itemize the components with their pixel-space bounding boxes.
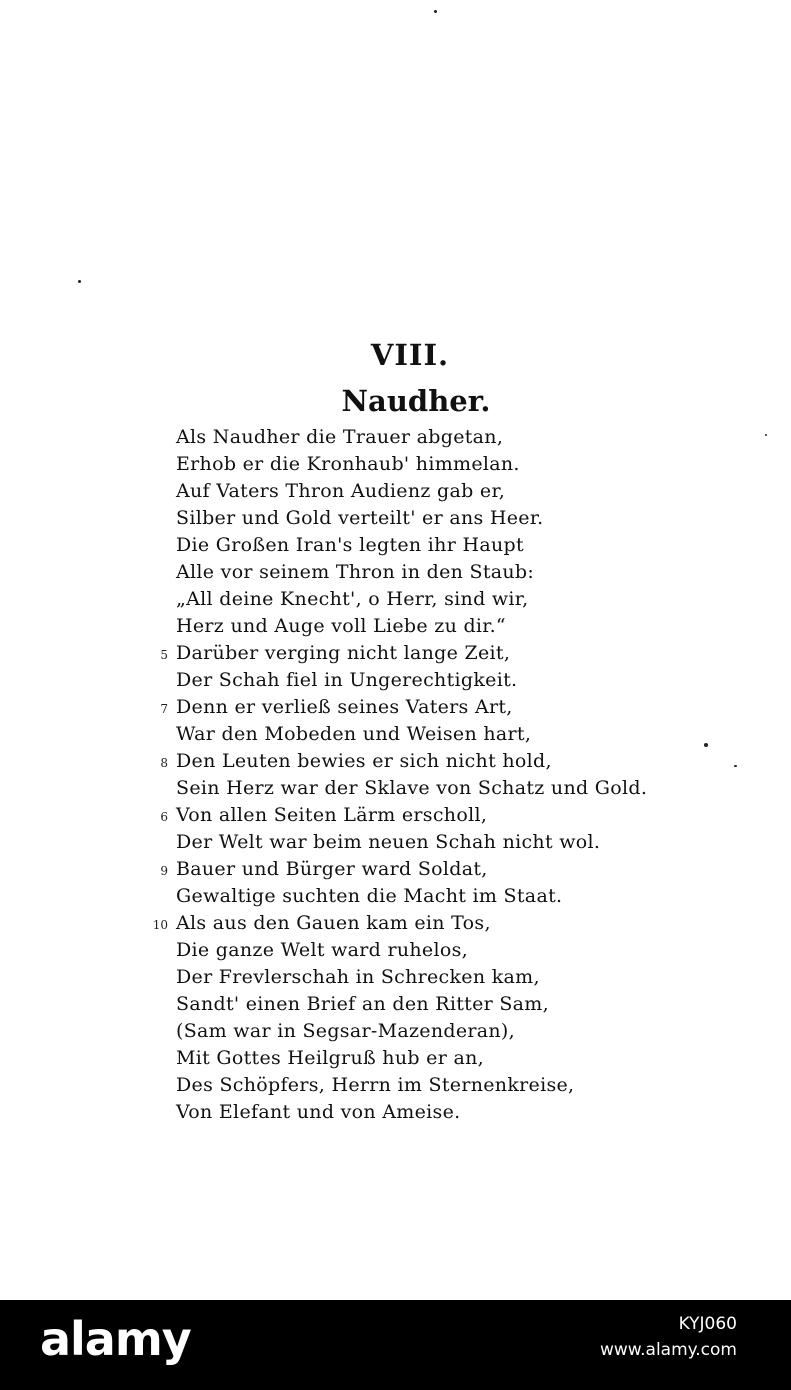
- line-text: War den Mobeden und Weisen hart,: [176, 723, 532, 745]
- verse-line: [0, 721, 791, 748]
- line-text: Sein Herz war der Sklave von Schatz und Gold.: [176, 777, 648, 799]
- line-number: 10: [152, 918, 168, 932]
- line-text: Als aus den Gauen kam ein Tos,: [176, 912, 491, 934]
- verse-line: [0, 1018, 791, 1045]
- line-text: Gewaltige suchten die Macht im Staat.: [176, 885, 563, 907]
- line-text: Darüber verging nicht lange Zeit,: [176, 642, 511, 664]
- chapter-number: VIII.: [370, 338, 450, 372]
- line-text: Sandt' einen Brief an den Ritter Sam,: [176, 993, 549, 1015]
- line-number: 6: [160, 810, 168, 824]
- verse-line: [0, 775, 791, 802]
- site-url: www.alamy.com: [599, 1340, 737, 1360]
- verse-line: [0, 883, 791, 910]
- verse-line: [0, 1099, 791, 1126]
- verse-line: [0, 1045, 791, 1072]
- line-text: Des Schöpfers, Herrn im Sternenkreise,: [176, 1074, 575, 1096]
- line-text: Von Elefant und von Ameise.: [176, 1101, 461, 1123]
- verse-line: [0, 424, 791, 451]
- line-text: Der Welt war beim neuen Schah nicht wol.: [176, 831, 601, 853]
- line-text: Den Leuten bewies er sich nicht hold,: [176, 750, 552, 772]
- verse-line: [0, 856, 791, 883]
- line-text: Die ganze Welt ward ruhelos,: [176, 939, 468, 961]
- verse-line: [0, 991, 791, 1018]
- line-text: Herz und Auge voll Liebe zu dir.“: [176, 615, 506, 637]
- line-number: 8: [160, 756, 168, 770]
- verse-line: [0, 478, 791, 505]
- verse-line: [0, 559, 791, 586]
- print-speck: [78, 280, 81, 283]
- line-text: Denn er verließ seines Vaters Art,: [176, 696, 513, 718]
- verse-line: [0, 1072, 791, 1099]
- watermark-bar: [0, 1300, 791, 1390]
- line-text: Die Großen Iran's legten ihr Haupt: [176, 534, 524, 556]
- line-text: Der Frevlerschah in Schrecken kam,: [176, 966, 540, 988]
- chapter-title: Naudher.: [341, 384, 491, 418]
- line-number: 5: [160, 648, 168, 662]
- line-text: Mit Gottes Heilgruß hub er an,: [176, 1047, 484, 1069]
- alamy-logo: alamy: [40, 1312, 191, 1366]
- verse-line: [0, 910, 791, 937]
- verse-list: [0, 424, 791, 1126]
- verse-line: [0, 937, 791, 964]
- verse-line: [0, 613, 791, 640]
- verse-line: [0, 586, 791, 613]
- print-speck: [434, 10, 437, 13]
- line-number: 9: [160, 864, 168, 878]
- image-id: KYJ060: [678, 1314, 737, 1334]
- line-number: 7: [160, 702, 168, 716]
- line-text: Von allen Seiten Lärm erscholl,: [176, 804, 488, 826]
- line-text: Bauer und Bürger ward Soldat,: [176, 858, 488, 880]
- verse-line: [0, 802, 791, 829]
- line-text: Auf Vaters Thron Audienz gab er,: [176, 480, 506, 502]
- verse-line: [0, 964, 791, 991]
- verse-line: [0, 694, 791, 721]
- line-text: Erhob er die Kronhaub' himmelan.: [176, 453, 520, 475]
- verse-line: [0, 532, 791, 559]
- verse-line: [0, 748, 791, 775]
- verse-line: [0, 451, 791, 478]
- verse-line: [0, 505, 791, 532]
- line-text: Der Schah fiel in Ungerechtigkeit.: [176, 669, 518, 691]
- line-text: „All deine Knecht', o Herr, sind wir,: [176, 588, 529, 610]
- verse-line: [0, 829, 791, 856]
- line-text: Silber und Gold verteilt' er ans Heer.: [176, 507, 544, 529]
- line-text: Alle vor seinem Thron in den Staub:: [176, 561, 535, 583]
- line-text: Als Naudher die Trauer abgetan,: [176, 426, 504, 448]
- verse-line: [0, 640, 791, 667]
- verse-line: [0, 667, 791, 694]
- line-text: (Sam war in Segsar-Mazenderan),: [176, 1020, 515, 1042]
